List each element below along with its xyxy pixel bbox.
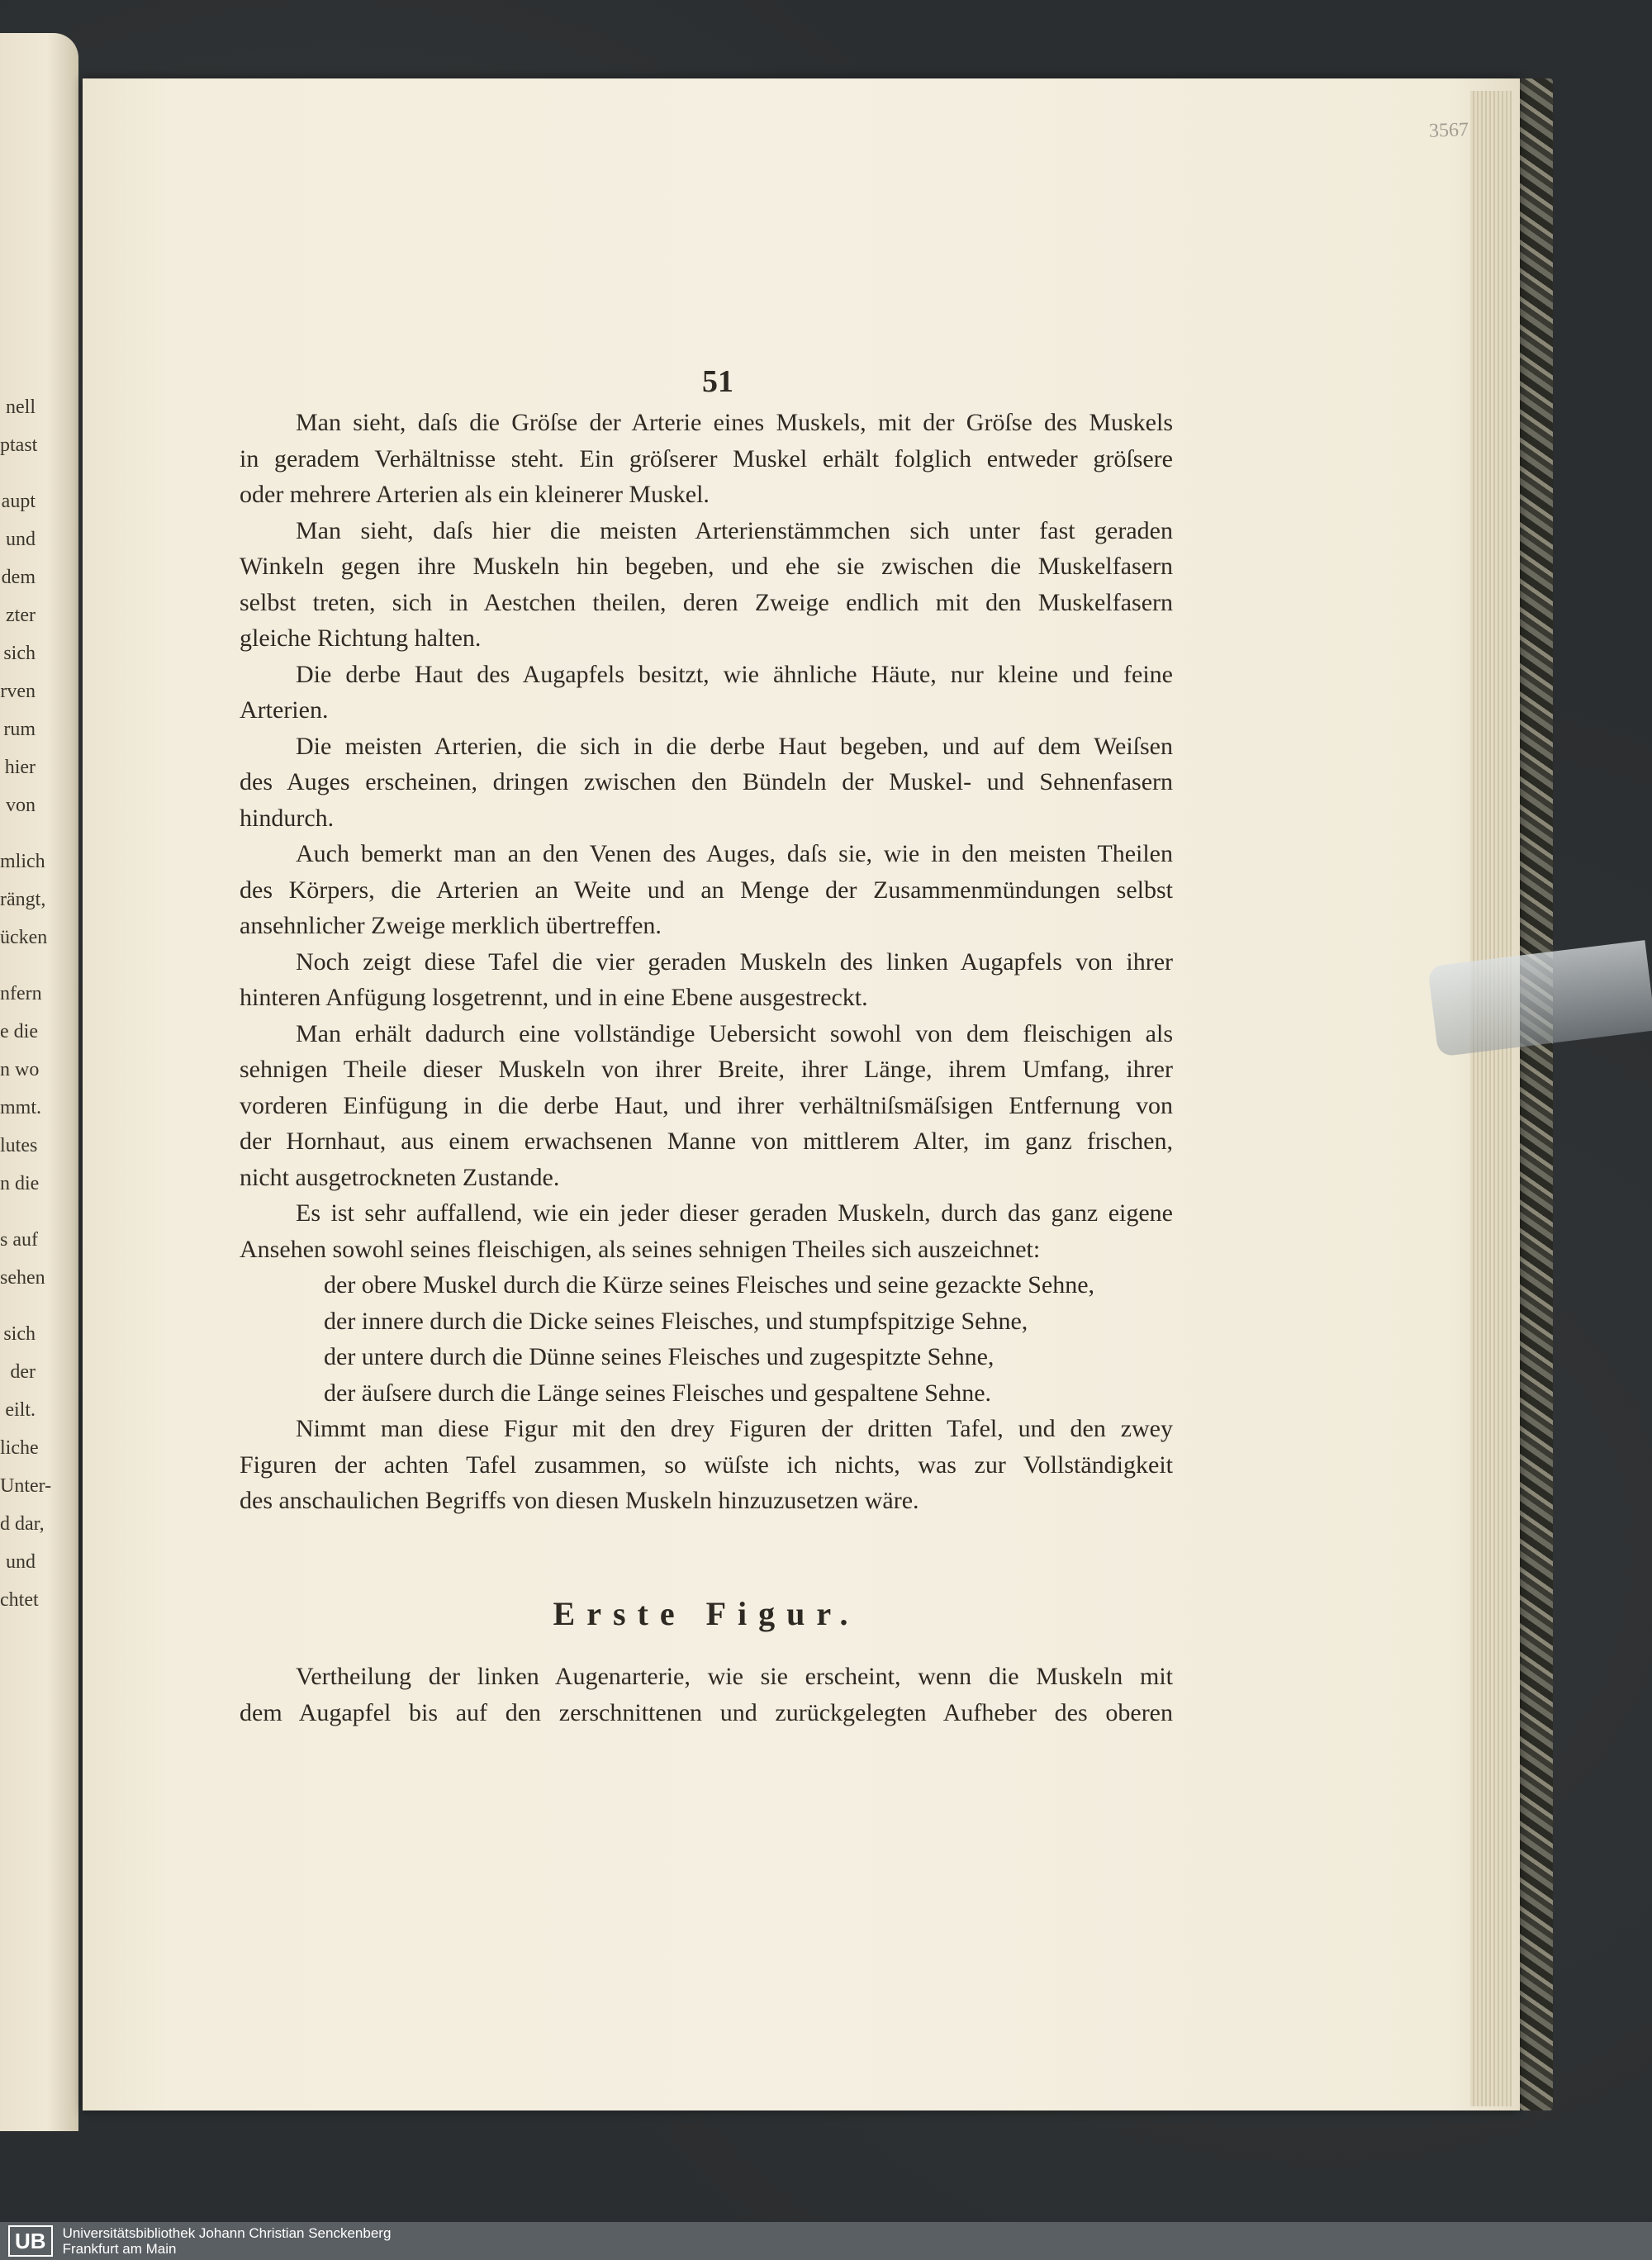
text-line: ansehnlicher Zweige merklich übertreffen. xyxy=(240,912,662,939)
text-line: Winkeln gegen ihre Muskeln hin begeben, und ehe sie zwischen die Muskelfasern xyxy=(240,553,1173,580)
text-line: der untere durch die Dünne seines Fleisches und zugespitzte Sehne, xyxy=(324,1343,995,1370)
left-fragment: n wo xyxy=(0,1059,40,1080)
left-fragment xyxy=(0,957,78,975)
left-fragment: rven xyxy=(0,681,36,702)
text-line: nicht ausgetrockneten Zustande. xyxy=(240,1163,560,1191)
text-line: Nimmt man diese Figur mit den drey Figuren der dritten Tafel, und den zwey xyxy=(296,1415,1173,1442)
text-line: Die meisten Arterien, die sich in die derbe Haut begeben, und auf dem Weiſsen xyxy=(296,732,1173,760)
left-fragment: rum xyxy=(3,719,36,740)
footer-line-1: Universitätsbibliothek Johann Christian Senckenberg xyxy=(62,2225,392,2241)
text-line: des anschaulichen Begriffs von diesen Muskeln hinzuzusetzen wäre. xyxy=(240,1487,919,1514)
text-line: der Hornhaut, aus einem erwachsenen Manne von mittlerem Alter, im ganz frischen, xyxy=(240,1128,1173,1155)
left-fragment: n die xyxy=(0,1173,40,1194)
left-fragment: Unter- xyxy=(0,1475,52,1497)
text-line: des Körpers, die Arterien an Weite und an Menge der Zusammenmündungen selbst xyxy=(240,876,1173,904)
left-fragment: sich xyxy=(3,643,36,664)
page-number: 51 xyxy=(702,364,733,399)
text-line: oder mehrere Arterien als ein kleinerer Muskel. xyxy=(240,481,710,508)
text-line: Auch bemerkt man an den Venen des Auges, daſs sie, wie in den meisten Theilen xyxy=(296,840,1173,867)
ub-logo: UB xyxy=(8,2225,53,2257)
footer-text xyxy=(63,2225,392,2257)
left-fragment: ücken xyxy=(0,927,48,948)
left-fragment: hier xyxy=(4,757,36,778)
left-fragment: nfern xyxy=(0,983,42,1004)
left-facing-page xyxy=(0,33,78,2131)
left-fragment xyxy=(0,1203,78,1221)
text-line: dem Augapfel bis auf den zerschnittenen und zurückgelegten Aufheber des oberen xyxy=(240,1698,1173,1726)
left-fragment: von xyxy=(6,795,36,816)
text-line: der innere durch die Dicke seines Fleisches, und stumpfspitzige Sehne, xyxy=(324,1307,1028,1335)
text-line: in geradem Verhältnisse steht. Ein gröſserer Muskel erhält folglich entweder gröſsere xyxy=(240,444,1173,472)
footer-bar xyxy=(0,2222,1652,2260)
left-fragment: und xyxy=(6,529,36,550)
text-line: Vertheilung der linken Augenarterie, wie sie erscheint, wenn die Muskeln mit xyxy=(296,1663,1173,1690)
left-fragment: nell xyxy=(6,396,36,418)
text-line: Man sieht, daſs hier die meisten Arterienstämmchen sich unter fast geraden xyxy=(296,516,1173,544)
left-fragment: s auf xyxy=(0,1229,38,1251)
text-line: der obere Muskel durch die Kürze seines Fleisches und seine gezackte Sehne, xyxy=(324,1271,1095,1299)
section-heading: Erste Figur. xyxy=(553,1595,860,1632)
footer-line-2: Frankfurt am Main xyxy=(62,2241,177,2257)
archive-mark: 3567 xyxy=(1428,119,1469,142)
text-line: Arterien. xyxy=(240,696,329,724)
text-line: Es ist sehr auffallend, wie ein jeder dieser geraden Muskeln, durch das ganz eigene xyxy=(296,1199,1173,1227)
left-fragment xyxy=(0,1297,78,1315)
left-fragment: e die xyxy=(0,1021,38,1042)
text-line: Man sieht, daſs die Gröſse der Arterie eines Muskels, mit der Gröſse des Muskels xyxy=(296,409,1173,436)
text-line: der äuſsere durch die Länge seines Fleisches und gespaltene Sehne. xyxy=(324,1379,992,1407)
text-line: selbst treten, sich in Aestchen theilen, deren Zweige endlich mit den Muskelfasern xyxy=(240,588,1173,616)
left-fragment: liche xyxy=(0,1437,39,1459)
text-line: Man erhält dadurch eine vollständige Uebersicht sowohl von dem fleischigen als xyxy=(296,1019,1173,1047)
text-line: Ansehen sowohl seines fleischigen, als seines sehnigen Theiles sich auszeichnet: xyxy=(240,1235,1041,1263)
text-line: hinteren Anfügung losgetrennt, und in eine Ebene ausgestreckt. xyxy=(240,984,868,1011)
text-line: hindurch. xyxy=(240,804,335,832)
text-line: gleiche Richtung halten. xyxy=(240,624,482,652)
left-fragment: mmt. xyxy=(0,1097,42,1118)
text-line: des Auges erscheinen, dringen zwischen den Bündeln der Muskel- und Sehnenfasern xyxy=(240,768,1173,795)
left-fragment: und xyxy=(6,1551,36,1573)
left-fragment: mlich xyxy=(0,851,45,872)
left-fragment: dem xyxy=(1,567,36,588)
left-fragment: chtet xyxy=(0,1589,39,1611)
text-line: Figuren der achten Tafel zusammen, so wüſste ich nichts, was zur Vollständigkeit xyxy=(240,1450,1173,1479)
left-page-text-fragments xyxy=(0,388,78,1619)
text-line: sehnigen Theile dieser Muskeln von ihrer Breite, ihrer Länge, ihrem Umfang, ihrer xyxy=(240,1056,1173,1083)
left-fragment: zter xyxy=(6,605,36,626)
left-fragment: ptast xyxy=(0,434,38,456)
page-edges xyxy=(1470,91,1512,2106)
left-fragment xyxy=(0,464,78,482)
text-line: Noch zeigt diese Tafel die vier geraden Muskeln des linken Augapfels von ihrer xyxy=(296,947,1173,976)
text-line: Die derbe Haut des Augapfels besitzt, wie ähnliche Häute, nur kleine und feine xyxy=(296,660,1173,688)
figure-description xyxy=(240,1659,1173,1731)
left-fragment: lutes xyxy=(0,1135,38,1156)
left-fragment: sehen xyxy=(0,1267,45,1289)
left-fragment: aupt xyxy=(1,491,36,512)
left-fragment xyxy=(0,824,78,843)
left-fragment: rängt, xyxy=(0,889,46,910)
left-fragment: eilt. xyxy=(5,1399,36,1421)
text-line: vorderen Einfügung in die derbe Haut, und ihrer verhältniſsmäſsigen Entfernung von xyxy=(240,1091,1173,1119)
left-fragment: d dar, xyxy=(0,1513,45,1535)
body-text xyxy=(240,405,1173,1519)
left-fragment: sich xyxy=(3,1323,36,1345)
left-fragment: der xyxy=(10,1361,36,1383)
